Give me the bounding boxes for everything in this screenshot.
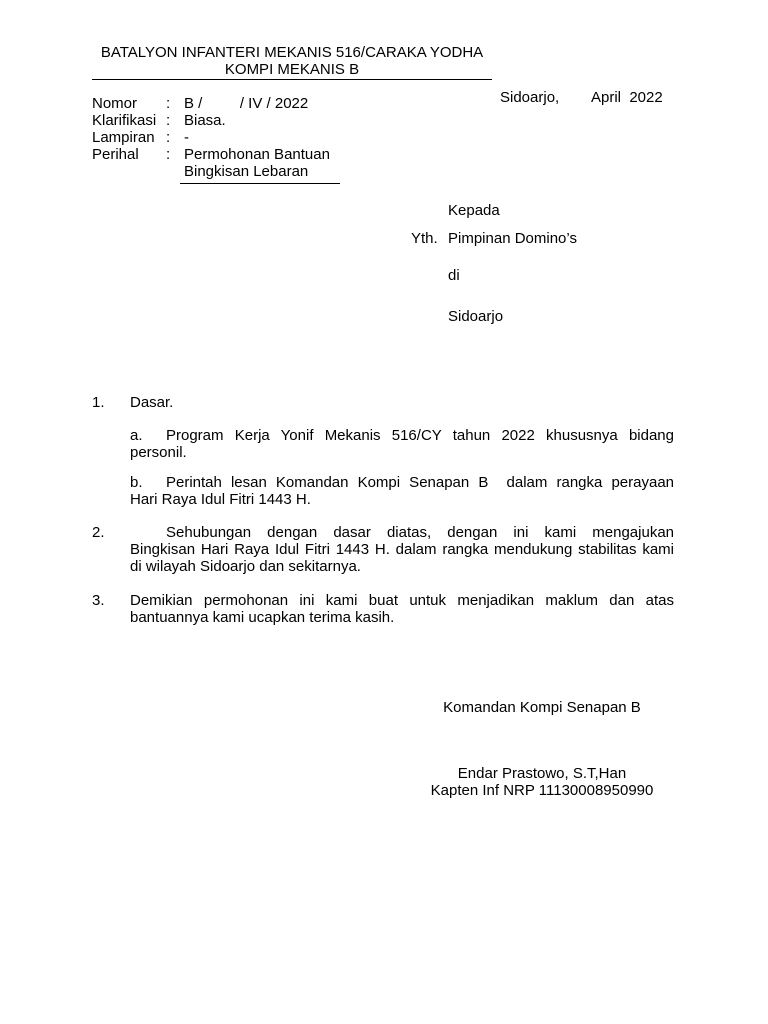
item-3-paragraph (130, 592, 674, 626)
signature-title: Komandan Kompi Senapan B (443, 699, 641, 716)
item-1a-line-1 (130, 427, 674, 444)
header-divider (92, 79, 492, 80)
meta-label-nomor: Nomor (92, 95, 138, 112)
perihal-line-2: Bingkisan Lebaran (184, 163, 309, 180)
item-2-line-2: Bingkisan Hari Raya Idul Fitri 1443 H. dalam rangka mendukung stabilitas kami (130, 541, 674, 558)
item-1b-letter: b. (130, 474, 143, 491)
meta-row-perihal (92, 146, 330, 180)
item-1a-line-2: personil. (130, 444, 187, 461)
item-1b-paragraph (130, 474, 674, 508)
recipient-city: Sidoarjo (448, 308, 504, 325)
meta-value-nomor: B / / IV / 2022 (184, 95, 309, 112)
signature-name: Endar Prastowo, S.T,Han (457, 765, 627, 782)
recipient-name: Pimpinan Domino’s (448, 230, 577, 247)
meta-value-klasifikasi: Biasa. (184, 112, 226, 129)
meta-label-klasifikasi: Klarifikasi (92, 112, 157, 129)
item-1a-letter: a. (130, 427, 143, 444)
header-line-1: BATALYON INFANTERI MEKANIS 516/CARAKA YODHA (100, 44, 484, 61)
meta-row-lampiran (92, 129, 330, 146)
meta-value-lampiran: - (184, 129, 189, 146)
meta-colon: : (166, 129, 171, 146)
place-text: Sidoarjo, (500, 89, 560, 106)
item-1a-paragraph (130, 427, 674, 461)
item-1b-line-1 (130, 474, 674, 491)
item-2-paragraph (130, 524, 674, 575)
meta-colon: : (166, 146, 171, 163)
item-1b-line-2: Hari Raya Idul Fitri 1443 H. (130, 491, 311, 508)
date-text: April 2022 (591, 89, 663, 106)
meta-colon: : (166, 112, 171, 129)
item-1a-text-1: Program Kerja Yonif Mekanis 516/CY tahun 2022 khususnya bidang (166, 427, 674, 444)
item-3-line-2: bantuannya kami ucapkan terima kasih. (130, 609, 395, 626)
perihal-underline (180, 183, 340, 184)
meta-row-nomor (92, 95, 330, 112)
header-line-2: KOMPI MEKANIS B (224, 61, 360, 78)
recipient-yth: Yth. (411, 230, 438, 247)
item-3-line-1: Demikian permohonan ini kami buat untuk menjadikan maklum dan atas (130, 592, 674, 609)
meta-label-lampiran: Lampiran (92, 129, 155, 146)
meta-colon: : (166, 95, 171, 112)
meta-value-perihal (184, 146, 330, 180)
item-3-number: 3. (92, 592, 105, 609)
recipient-di: di (448, 267, 460, 284)
meta-label-perihal: Perihal (92, 146, 139, 163)
letter-meta (92, 95, 330, 180)
item-1-title: Dasar. (130, 394, 174, 411)
item-2-line-1: Sehubungan dengan dasar diatas, dengan ini kami mengajukan (166, 524, 674, 541)
signature-rank: Kapten Inf NRP 11130008950990 (430, 782, 654, 799)
meta-row-klasifikasi (92, 112, 330, 129)
item-1b-text-1: Perintah lesan Komandan Kompi Senapan B dalam rangka perayaan (166, 474, 674, 491)
recipient-kepada: Kepada (448, 202, 500, 219)
item-1-number: 1. (92, 394, 105, 411)
item-2-line-3: di wilayah Sidoarjo dan sekitarnya. (130, 558, 361, 575)
perihal-line-1: Permohonan Bantuan (184, 146, 330, 163)
item-2-number: 2. (92, 524, 105, 541)
